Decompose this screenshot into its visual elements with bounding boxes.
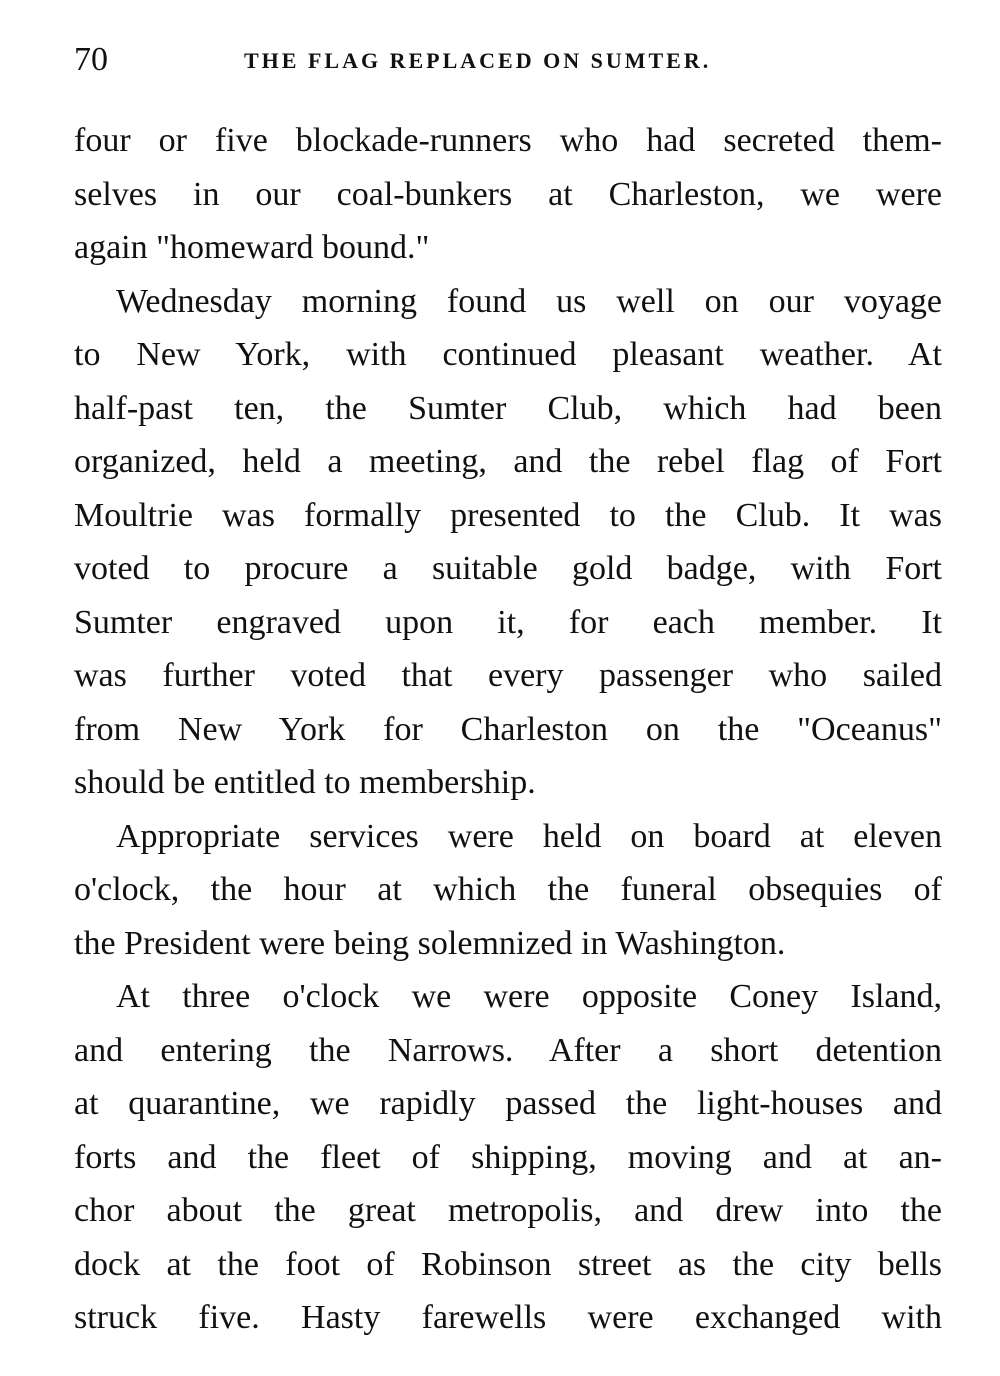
text-line: Wednesday morning found us well on our voyage — [116, 282, 942, 320]
text-line: Appropriate services were held on board at eleven — [116, 817, 942, 855]
text-line: chor about the great metropolis, and drew into the — [74, 1192, 942, 1229]
text-line: struck five. Hasty farewells were exchanged with — [74, 1299, 942, 1336]
paragraph — [74, 114, 942, 275]
text-line: Moultrie was formally presented to the Club. It was — [74, 496, 942, 534]
text-line: half-past ten, the Sumter Club, which had been — [74, 389, 942, 427]
paragraph — [74, 970, 942, 1345]
text-line: o'clock, the hour at which the funeral obsequies of — [74, 871, 942, 908]
text-line: forts and the fleet of shipping, moving and at an- — [74, 1138, 942, 1176]
text-line: and entering the Narrows. After a short detention — [74, 1031, 942, 1069]
text-line: at quarantine, we rapidly passed the light-houses and — [74, 1085, 942, 1122]
text-line: selves in our coal-bunkers at Charleston, we were — [74, 175, 942, 213]
text-line: to New York, with continued pleasant weather. At — [74, 336, 942, 373]
text-line: voted to procure a suitable gold badge, with Fort — [74, 550, 942, 587]
body-text — [74, 114, 942, 1345]
running-head — [74, 40, 942, 84]
paragraph — [74, 275, 942, 810]
text-line: organized, held a meeting, and the rebel flag of Fort — [74, 443, 942, 480]
text-line: again "homeward bound." — [74, 229, 430, 266]
text-line: the President were being solemnized in Washington. — [74, 924, 786, 962]
text-line: At three o'clock we were opposite Coney Island, — [116, 978, 942, 1015]
text-line: from New York for Charleston on the "Oceanus" — [74, 710, 942, 748]
text-line: Sumter engraved upon it, for each member. It — [74, 603, 942, 641]
text-line: should be entitled to membership. — [74, 764, 536, 801]
book-page — [74, 40, 942, 1345]
paragraph — [74, 810, 942, 971]
text-line: was further voted that every passenger who sailed — [74, 657, 942, 694]
page-number: 70 — [74, 41, 108, 78]
running-title: THE FLAG REPLACED ON SUMTER. — [244, 48, 712, 73]
text-line: four or five blockade-runners who had secreted them- — [74, 122, 942, 159]
text-line: dock at the foot of Robinson street as the city bells — [74, 1245, 942, 1283]
